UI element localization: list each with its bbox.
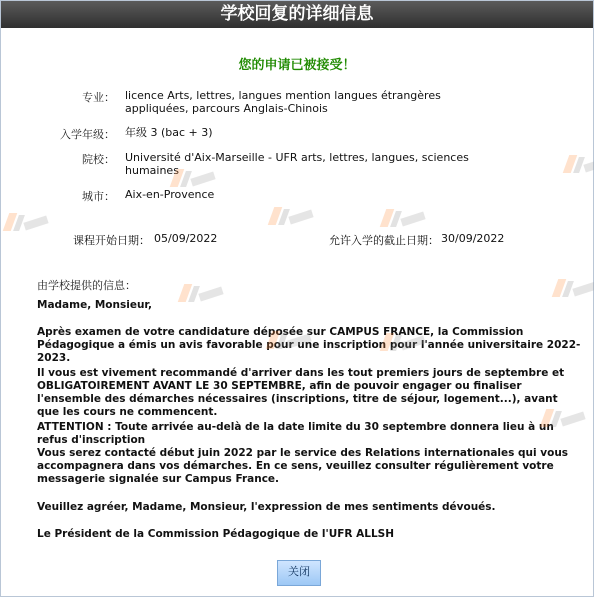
message-paragraph-3: Il vous est vivement recommandé d'arriver dans les tout premiers jours de septembre et OBLIGATOIREMENT AVANT LE 30 SEPTEMBRE, afin de pouvoir engager ou finaliser l'ensemble des démarches nécessaires (inscriptions, titre de séjour, logement...), avant que les cours ne commencent. <box>37 367 565 418</box>
watermark-logo <box>181 284 219 310</box>
watermark-logo <box>543 409 581 435</box>
grade-value: 年级 3 (bac + 3) <box>125 126 213 139</box>
course-start-label: 课程开始日期： <box>73 234 150 247</box>
watermark-logo <box>173 169 211 195</box>
city-value: Aix-en-Provence <box>125 188 215 201</box>
city-label: 城市： <box>82 190 115 203</box>
school-label: 院校： <box>82 153 115 166</box>
major-value: licence Arts, lettres, langues mention langues étrangères appliquées, parcours Anglais-Chinois <box>125 89 441 115</box>
message-paragraph-1: Madame, Monsieur, <box>37 299 153 311</box>
watermark-logo <box>271 207 309 233</box>
dialog-title: 学校回复的详细信息 <box>1 1 593 28</box>
message-paragraph-6: Veuillez agréer, Madame, Monsieur, l'expression de mes sentiments dévoués. <box>37 501 496 513</box>
deadline-value: 30/09/2022 <box>441 232 505 245</box>
watermark-logo <box>383 209 421 235</box>
school-value: Université d'Aix-Marseille - UFR arts, lettres, langues, sciences humaines <box>125 151 469 177</box>
message-heading: 由学校提供的信息： <box>37 279 136 292</box>
grade-label: 入学年级： <box>60 128 115 141</box>
dialog-body <box>1 29 593 596</box>
acceptance-status: 您的申请已被接受！ <box>238 58 356 73</box>
message-paragraph-5: Vous serez contacté début juin 2022 par le service des Relations internationales qui vous accompagnera dans vos démarches. En ce sens, veuillez consulter régulièrement votre messagerie signalée sur Campus France. <box>37 447 569 485</box>
watermark-logo <box>269 331 307 357</box>
watermark-logo <box>555 279 593 305</box>
watermark-logo <box>383 333 421 359</box>
message-paragraph-2: Après examen de votre candidature déposée sur CAMPUS FRANCE, la Commission Pédagogique a émis un avis favorable pour une inscription pour l'année universitaire 2022-2023. <box>37 326 581 364</box>
watermark-logo <box>566 155 594 181</box>
deadline-label: 允许入学的截止日期： <box>329 234 439 247</box>
watermark-logo <box>6 213 44 239</box>
message-paragraph-7: Le Président de la Commission Pédagogique de l'UFR ALLSH <box>37 528 395 540</box>
close-button[interactable]: 关闭 <box>277 560 321 586</box>
course-start-value: 05/09/2022 <box>154 232 218 245</box>
major-label: 专业： <box>82 91 115 104</box>
message-paragraph-4: ATTENTION : Toute arrivée au-delà de la date limite du 30 septembre donnera lieu à un refus d'inscription <box>37 421 554 446</box>
